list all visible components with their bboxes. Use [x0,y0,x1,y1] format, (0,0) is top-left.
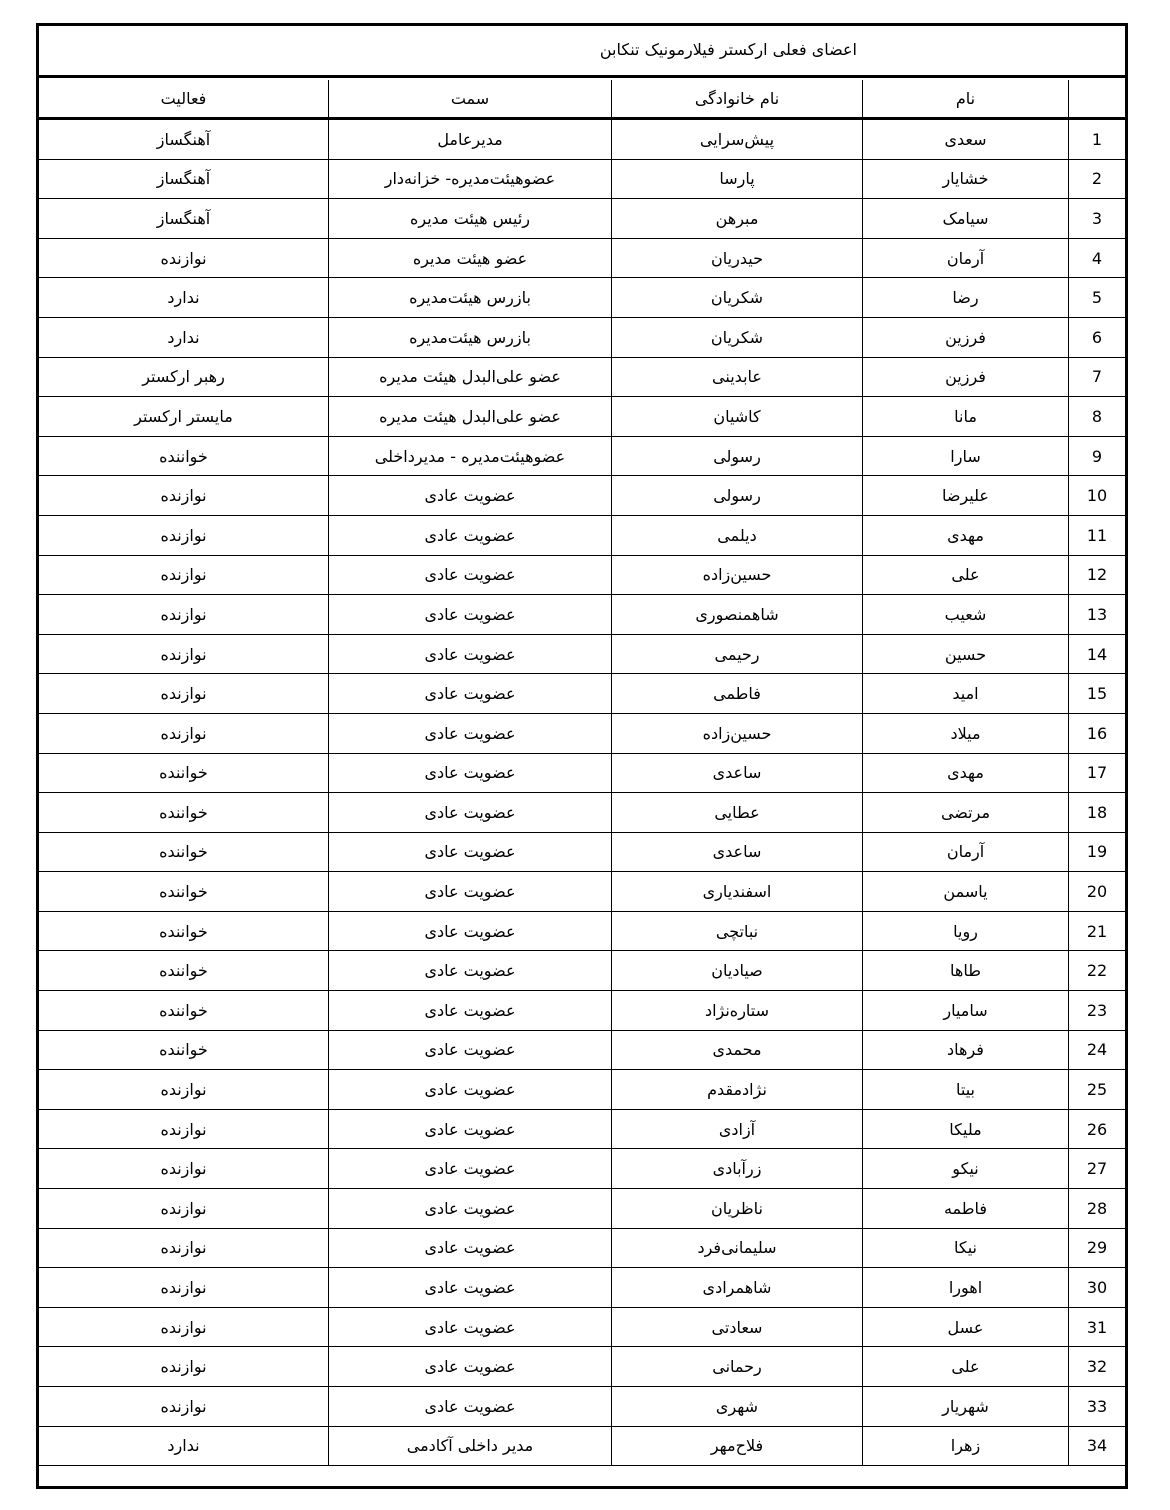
row-number [1069,1070,1126,1110]
row-activity: نوازنده [39,1109,329,1149]
row-name: نیکو [863,1149,1069,1189]
table-row [39,951,1125,991]
row-role: عضویت عادی [329,1387,612,1427]
row-number [1069,1268,1126,1308]
table-row [39,476,1125,516]
row-number [1069,238,1126,278]
row-name: اهورا [863,1268,1069,1308]
table-row [39,911,1125,951]
table-row [39,555,1125,595]
row-number [1069,278,1126,318]
row-name: فرزین [863,317,1069,357]
table-row [39,634,1125,674]
members-table [39,80,1125,1466]
row-role: عضو هیئت مدیره [329,238,612,278]
row-name: میلاد [863,713,1069,753]
row-number-text: 6 [1091,327,1103,347]
row-name: سیامک [863,199,1069,239]
row-role: عضویت عادی [329,1189,612,1229]
row-name: رویا [863,911,1069,951]
row-family: حیدریان [612,238,863,278]
row-number [1069,793,1126,833]
row-number-text: 14 [1086,644,1108,664]
row-activity: نوازنده [39,1268,329,1308]
table-row [39,436,1125,476]
row-activity: ندارد [39,317,329,357]
table-row [39,515,1125,555]
row-family: شکریان [612,278,863,318]
row-family: ستاره‌نژاد [612,991,863,1031]
row-activity: نوازنده [39,634,329,674]
row-activity: نوازنده [39,555,329,595]
row-number [1069,832,1126,872]
row-role: عضویت عادی [329,991,612,1031]
row-name: فرزین [863,357,1069,397]
row-family: شهری [612,1387,863,1427]
table-row [39,1307,1125,1347]
row-family: شاهمرادی [612,1268,863,1308]
row-number [1069,991,1126,1031]
row-number [1069,317,1126,357]
row-number-text: 3 [1091,208,1103,228]
row-family: فاطمی [612,674,863,714]
row-number-text: 26 [1086,1119,1108,1139]
row-number [1069,555,1126,595]
row-family: حسین‌زاده [612,555,863,595]
row-activity: رهبر ارکستر [39,357,329,397]
title-row [39,26,1125,78]
row-family: شاهمنصوری [612,595,863,635]
row-activity: نوازنده [39,713,329,753]
row-family: پیش‌سرایی [612,119,863,160]
row-number-text: 27 [1086,1159,1108,1179]
table-row [39,595,1125,635]
row-number [1069,1030,1126,1070]
members-sheet [36,23,1128,1489]
row-role: عضویت عادی [329,634,612,674]
row-name: امید [863,674,1069,714]
row-number [1069,713,1126,753]
row-family: سلیمانی‌فرد [612,1228,863,1268]
row-activity: آهنگساز [39,159,329,199]
row-role: عضویت عادی [329,951,612,991]
row-family: نباتچی [612,911,863,951]
row-name: زهرا [863,1426,1069,1466]
row-name: علیرضا [863,476,1069,516]
row-family: عابدینی [612,357,863,397]
table-row [39,1228,1125,1268]
row-number-text: 8 [1091,406,1103,426]
row-family: صیادیان [612,951,863,991]
row-name: سامیار [863,991,1069,1031]
row-name: طاها [863,951,1069,991]
row-number-text: 16 [1086,723,1108,743]
row-number-text: 10 [1086,486,1108,506]
row-role: عضویت عادی [329,476,612,516]
row-number [1069,872,1126,912]
row-number [1069,476,1126,516]
row-role: عضویت عادی [329,713,612,753]
table-row [39,1347,1125,1387]
row-number [1069,515,1126,555]
row-number-text: 29 [1086,1238,1108,1258]
table-row [39,1426,1125,1466]
row-role: عضویت عادی [329,1149,612,1189]
row-activity: خواننده [39,793,329,833]
row-name: علی [863,1347,1069,1387]
row-name: رضا [863,278,1069,318]
row-role: عضویت عادی [329,753,612,793]
row-name: حسین [863,634,1069,674]
row-family: رسولی [612,436,863,476]
row-activity: نوازنده [39,1387,329,1427]
row-number [1069,1426,1126,1466]
table-row [39,119,1125,160]
row-name: مهدی [863,753,1069,793]
row-name: آرمان [863,832,1069,872]
row-role: عضویت عادی [329,555,612,595]
row-number [1069,1228,1126,1268]
row-number-text: 7 [1091,367,1103,387]
row-activity: خواننده [39,991,329,1031]
row-role: عضو علی‌البدل هیئت مدیره [329,357,612,397]
row-family: رحمانی [612,1347,863,1387]
table-row [39,872,1125,912]
table-header-row [39,80,1125,119]
row-activity: نوازنده [39,595,329,635]
row-number-text: 22 [1086,961,1108,981]
row-number-text: 9 [1091,446,1103,466]
row-number [1069,199,1126,239]
row-family: حسین‌زاده [612,713,863,753]
row-number [1069,1387,1126,1427]
row-number-text: 19 [1086,842,1108,862]
row-activity: نوازنده [39,1149,329,1189]
row-activity: نوازنده [39,1347,329,1387]
row-role: عضوهیئت‌مدیره- خزانه‌دار [329,159,612,199]
row-family: ساعدی [612,753,863,793]
row-role: رئیس هیئت مدیره [329,199,612,239]
row-activity: آهنگساز [39,199,329,239]
row-number [1069,159,1126,199]
row-role: مدیرعامل [329,119,612,160]
table-row [39,1030,1125,1070]
table-row [39,278,1125,318]
row-family: اسفندیاری [612,872,863,912]
header-family: نام خانوادگی [612,80,863,119]
row-activity: نوازنده [39,1307,329,1347]
table-row [39,357,1125,397]
table-row [39,832,1125,872]
row-name: خشایار [863,159,1069,199]
row-role: بازرس هیئت‌مدیره [329,317,612,357]
row-activity: نوازنده [39,238,329,278]
row-name: سارا [863,436,1069,476]
table-row [39,1149,1125,1189]
row-role: عضویت عادی [329,1228,612,1268]
table-row [39,674,1125,714]
row-activity: نوازنده [39,1228,329,1268]
row-role: عضویت عادی [329,1030,612,1070]
table-row [39,1070,1125,1110]
row-number-text: 5 [1091,288,1103,308]
row-number [1069,119,1126,160]
row-family: رحیمی [612,634,863,674]
row-number-text: 15 [1086,684,1108,704]
header-role: سمت [329,80,612,119]
row-activity: نوازنده [39,476,329,516]
row-role: عضویت عادی [329,1070,612,1110]
row-family: ناظریان [612,1189,863,1229]
row-number [1069,1109,1126,1149]
row-family: پارسا [612,159,863,199]
row-role: عضویت عادی [329,674,612,714]
row-name: مرتضی [863,793,1069,833]
row-number [1069,1307,1126,1347]
table-row [39,238,1125,278]
row-number-text: 33 [1086,1396,1108,1416]
row-activity: خواننده [39,951,329,991]
row-number [1069,951,1126,991]
row-number-text: 20 [1086,882,1108,902]
header-activity: فعالیت [39,80,329,119]
row-number-text: 21 [1086,921,1108,941]
row-activity: خواننده [39,832,329,872]
table-row [39,991,1125,1031]
row-role: عضویت عادی [329,911,612,951]
table-row [39,199,1125,239]
row-activity: خواننده [39,911,329,951]
row-family: نژادمقدم [612,1070,863,1110]
row-name: یاسمن [863,872,1069,912]
row-family: عطایی [612,793,863,833]
row-activity: خواننده [39,872,329,912]
row-role: عضو علی‌البدل هیئت مدیره [329,397,612,437]
row-activity: آهنگساز [39,119,329,160]
row-family: آزادی [612,1109,863,1149]
row-number [1069,436,1126,476]
row-family: محمدی [612,1030,863,1070]
row-role: عضویت عادی [329,1109,612,1149]
row-name: سعدی [863,119,1069,160]
row-activity: خواننده [39,753,329,793]
row-activity: ندارد [39,278,329,318]
row-family: کاشیان [612,397,863,437]
table-row [39,317,1125,357]
row-number [1069,1189,1126,1229]
row-activity: نوازنده [39,515,329,555]
row-number-text: 28 [1086,1198,1108,1218]
row-family: فلاح‌مهر [612,1426,863,1466]
row-number [1069,911,1126,951]
row-name: فاطمه [863,1189,1069,1229]
row-number-text: 24 [1086,1040,1108,1060]
row-role: مدیر داخلی آکادمی [329,1426,612,1466]
table-row [39,1189,1125,1229]
row-role: عضویت عادی [329,595,612,635]
table-row [39,1387,1125,1427]
row-role: عضوهیئت‌مدیره - مدیرداخلی [329,436,612,476]
row-number-text: 32 [1086,1357,1108,1377]
header-number [1069,80,1126,119]
row-activity: خواننده [39,436,329,476]
row-name: شعیب [863,595,1069,635]
table-row [39,1268,1125,1308]
row-family: زرآبادی [612,1149,863,1189]
row-family: شکریان [612,317,863,357]
row-role: عضویت عادی [329,793,612,833]
row-name: آرمان [863,238,1069,278]
row-number-text: 23 [1086,1000,1108,1020]
row-activity: نوازنده [39,674,329,714]
row-number-text: 12 [1086,565,1108,585]
row-family: سعادتی [612,1307,863,1347]
row-number-text: 11 [1086,525,1108,545]
row-number-text: 1 [1091,129,1103,149]
row-role: عضویت عادی [329,1347,612,1387]
header-name: نام [863,80,1069,119]
row-number-text: 13 [1086,604,1108,624]
members-table-body [39,80,1125,1466]
row-name: علی [863,555,1069,595]
row-number-text: 17 [1086,763,1108,783]
row-family: دیلمی [612,515,863,555]
row-number-text: 2 [1091,169,1103,189]
table-row [39,713,1125,753]
row-number [1069,595,1126,635]
row-number [1069,1149,1126,1189]
row-number [1069,753,1126,793]
table-row [39,753,1125,793]
row-name: نیکا [863,1228,1069,1268]
row-number [1069,1347,1126,1387]
row-role: عضویت عادی [329,515,612,555]
row-number-text: 30 [1086,1278,1108,1298]
row-role: عضویت عادی [329,872,612,912]
row-number-text: 25 [1086,1080,1108,1100]
row-name: شهریار [863,1387,1069,1427]
row-family: ساعدی [612,832,863,872]
row-number [1069,634,1126,674]
row-number [1069,357,1126,397]
row-family: رسولی [612,476,863,516]
row-role: عضویت عادی [329,1307,612,1347]
row-activity: مایستر ارکستر [39,397,329,437]
row-name: مهدی [863,515,1069,555]
row-role: بازرس هیئت‌مدیره [329,278,612,318]
row-number [1069,674,1126,714]
table-row [39,793,1125,833]
row-name: مانا [863,397,1069,437]
row-role: عضویت عادی [329,1268,612,1308]
row-role: عضویت عادی [329,832,612,872]
row-name: فرهاد [863,1030,1069,1070]
row-activity: خواننده [39,1030,329,1070]
page-title: اعضای فعلی ارکستر فیلارمونیک تنکابن [599,40,857,59]
row-name: عسل [863,1307,1069,1347]
row-family: مبرهن [612,199,863,239]
row-name: ملیکا [863,1109,1069,1149]
row-activity: نوازنده [39,1070,329,1110]
row-activity: نوازنده [39,1189,329,1229]
row-number [1069,397,1126,437]
row-number-text: 34 [1086,1436,1108,1456]
row-activity: ندارد [39,1426,329,1466]
row-number-text: 31 [1086,1317,1108,1337]
row-name: بیتا [863,1070,1069,1110]
table-row [39,159,1125,199]
row-number-text: 4 [1091,248,1103,268]
table-row [39,1109,1125,1149]
row-number-text: 18 [1086,802,1108,822]
table-row [39,397,1125,437]
